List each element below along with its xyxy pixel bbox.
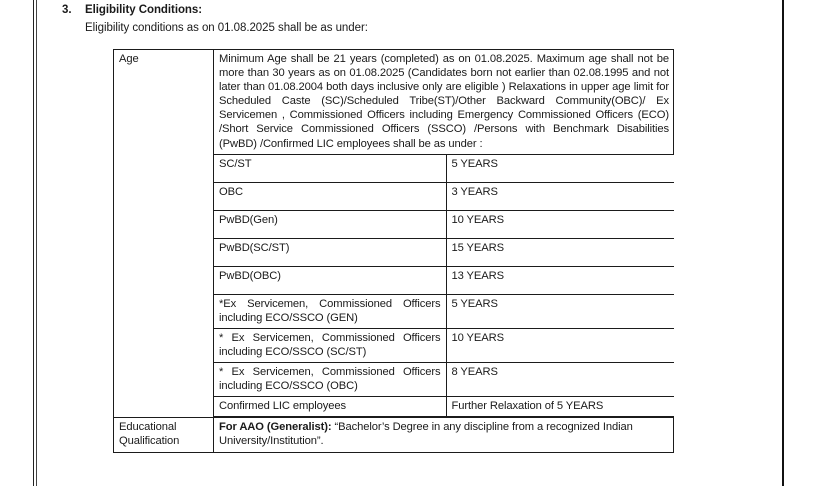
table-row [214,294,674,328]
relaxation-value: 8 YEARS [446,363,674,397]
relaxation-category: *Ex Servicemen, Commissioned Officers including ECO/SSCO (GEN) [214,294,446,328]
relaxation-value: 10 YEARS [446,210,674,238]
table-row [214,155,674,183]
table-row [214,363,674,397]
row-label-education-line1: Educational [119,421,177,434]
relaxation-category: PwBD(OBC) [214,266,446,294]
relaxation-subtable-host [214,154,674,418]
section-heading [62,3,702,36]
table-row [214,238,674,266]
age-description-cell: Minimum Age shall be 21 years (completed) as on 01.08.2025. Maximum age shall not be more than 30 years as on 01.08.2025 (Candidates born not earlier than 02.08.1995 and not later than 01.08.2004 both days inclusive only are eligible ) Relaxations in upper age limit for Scheduled Caste (SC)/Scheduled Tribe(ST)/Other Backward Community(OBC)/ Ex Servicemen , Commissioned Officers including Emergency Commissioned Officers (ECO) /Short Service Commissioned Officers (SSCO) /Persons with Benchmark Disabilities (PwBD) /Confirmed LIC employees shall be as under : [214,50,674,155]
page-edge-line-left-inner [36,0,37,486]
table-row [214,266,674,294]
education-text: “Bachelor’s Degree in any discipline from a recognized Indian University/Institution”. [219,421,633,448]
relaxation-category: PwBD(SC/ST) [214,238,446,266]
relaxation-category: Confirmed LIC employees [214,397,446,417]
relaxation-value: 3 YEARS [446,182,674,210]
relaxation-value: 5 YEARS [446,294,674,328]
eligibility-table [113,49,674,453]
relaxation-category: OBC [214,182,446,210]
relaxation-category: PwBD(Gen) [214,210,446,238]
table-row-age [114,50,674,155]
relaxation-value: 15 YEARS [446,238,674,266]
table-row-education [114,418,674,452]
table-row [214,182,674,210]
education-qualification-cell [214,418,674,452]
relaxation-category: * Ex Servicemen, Commissioned Officers including ECO/SSCO (OBC) [214,363,446,397]
relaxation-value: 10 YEARS [446,328,674,362]
page-edge-line-left-outer [33,0,34,486]
row-label-education-line2: Qualification [119,435,180,448]
relaxation-value: 5 YEARS [446,155,674,183]
heading-row [62,3,702,18]
relaxation-table [214,155,674,418]
section-number: 3. [62,4,72,16]
relaxation-value: 13 YEARS [446,266,674,294]
row-label-education [114,418,214,452]
table-row [214,210,674,238]
section-subtitle: Eligibility conditions as on 01.08.2025 shall be as under: [85,22,368,34]
page-edge-line-right [782,0,784,486]
table-row [214,328,674,362]
table-row [214,397,674,417]
row-label-age: Age [114,50,214,418]
page-title: Eligibility Conditions: [85,4,203,16]
relaxation-category: * Ex Servicemen, Commissioned Officers including ECO/SSCO (SC/ST) [214,328,446,362]
education-bold-prefix: For AAO (Generalist): [219,421,332,434]
relaxation-value: Further Relaxation of 5 YEARS [446,397,674,417]
relaxation-category: SC/ST [214,155,446,183]
